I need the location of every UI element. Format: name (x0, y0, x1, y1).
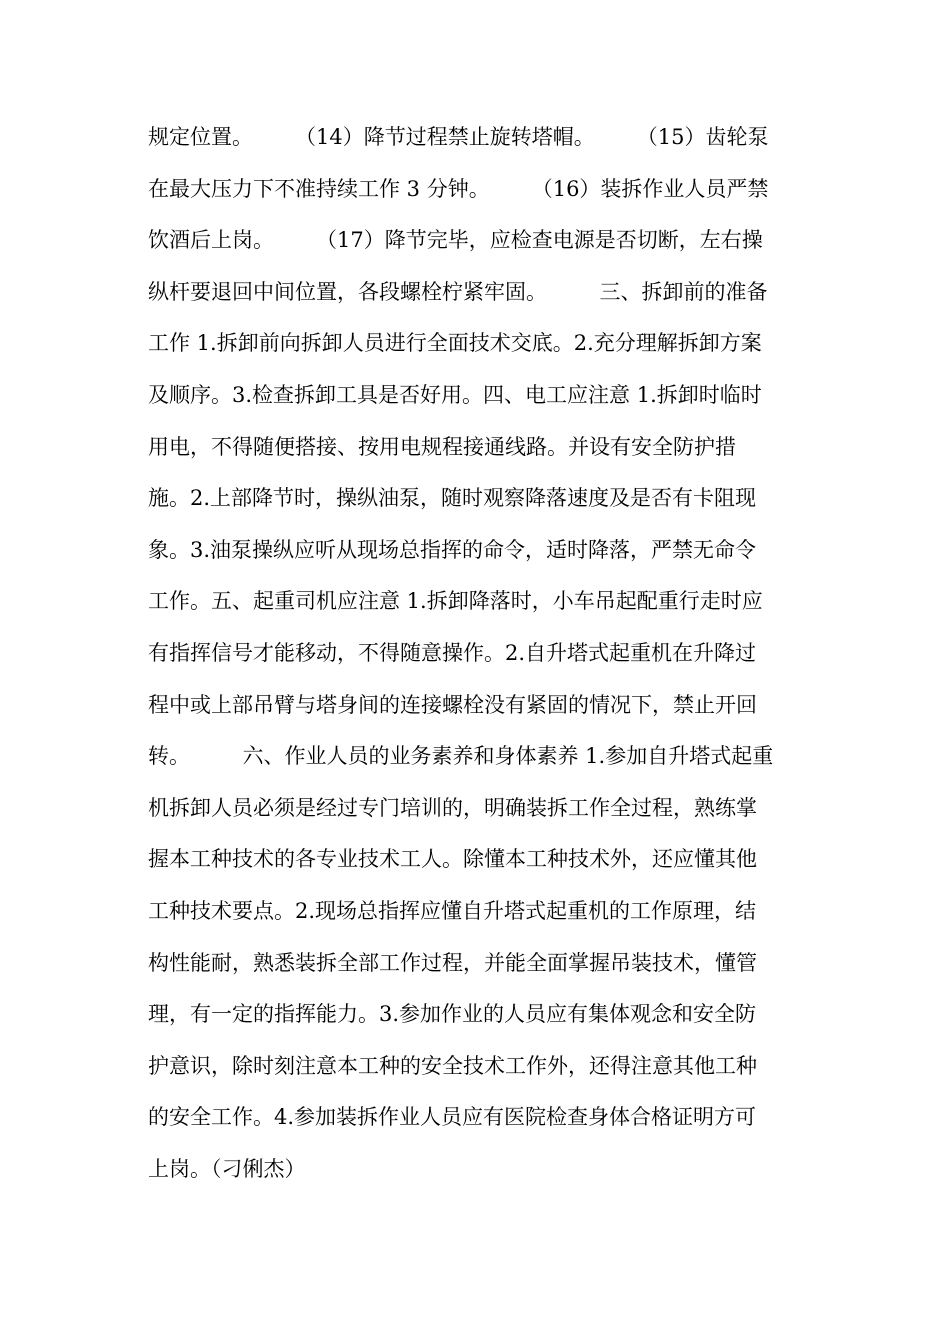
text-line: 工作 1.拆卸前向拆卸人员进行全面技术交底。2.充分理解拆卸方案 (148, 331, 762, 356)
text-line: 纵杆要退回中间位置，各段螺栓柠紧牢固。 三、拆卸前的准备 (148, 279, 768, 304)
text-line: 理，有一定的指挥能力。3.参加作业的人员应有集体观念和安全防 (148, 1002, 757, 1027)
text-line: 的安全工作。4.参加装拆作业人员应有医院检查身体合格证明方可 (148, 1105, 757, 1130)
text-line: 规定位置。 （14）降节过程禁止旋转塔帽。 （15）齿轮泵 (148, 125, 769, 149)
text-line: 工种技术要点。2.现场总指挥应懂自升塔式起重机的工作原理，结 (148, 898, 757, 923)
text-line: 构性能耐，熟悉装拆全部工作过程，并能全面掌握吊装技术，懂管 (148, 950, 757, 975)
text-line: 施。2.上部降节时，操纵油泵，随时观察降落速度及是否有卡阻现 (148, 486, 757, 511)
text-line: 握本工种技术的各专业技术工人。除懂本工种技术外，还应懂其他 (148, 847, 757, 872)
text-line: 象。3.油泵操纵应听从现场总指挥的命令，适时降落，严禁无命令 (148, 537, 757, 562)
text-line: 机拆卸人员必须是经过专门培训的，明确装拆工作全过程，熟练掌 (148, 795, 757, 820)
text-line: 护意识，除时刻注意本工种的安全技术工作外，还得注意其他工种 (148, 1053, 757, 1078)
text-line: 在最大压力下不准持续工作 3 分钟。 （16）装拆作业人员严禁 (148, 176, 769, 201)
text-line: 有指挥信号才能移动，不得随意操作。2.自升塔式起重机在升降过 (148, 640, 757, 665)
text-line: 用电，不得随便搭接、按用电规程接通线路。并设有安全防护措 (148, 434, 736, 459)
text-line: 程中或上部吊臂与塔身间的连接螺栓没有紧固的情况下，禁止开回 (148, 692, 757, 717)
body-text (148, 112, 798, 1195)
text-line: 及顺序。3.检查拆卸工具是否好用。四、电工应注意 1.拆卸时临时 (148, 382, 762, 407)
text-line: 工作。五、起重司机应注意 1.拆卸降落时，小车吊起配重行走时应 (148, 589, 763, 614)
text-line: 饮酒后上岗。 （17）降节完毕，应检查电源是否切断，左右操 (148, 228, 763, 253)
text-line: 转。 六、作业人员的业务素养和身体素养 1.参加自升塔式起重 (148, 744, 774, 769)
text-line: 上岗。（刁俐杰） (148, 1156, 306, 1181)
